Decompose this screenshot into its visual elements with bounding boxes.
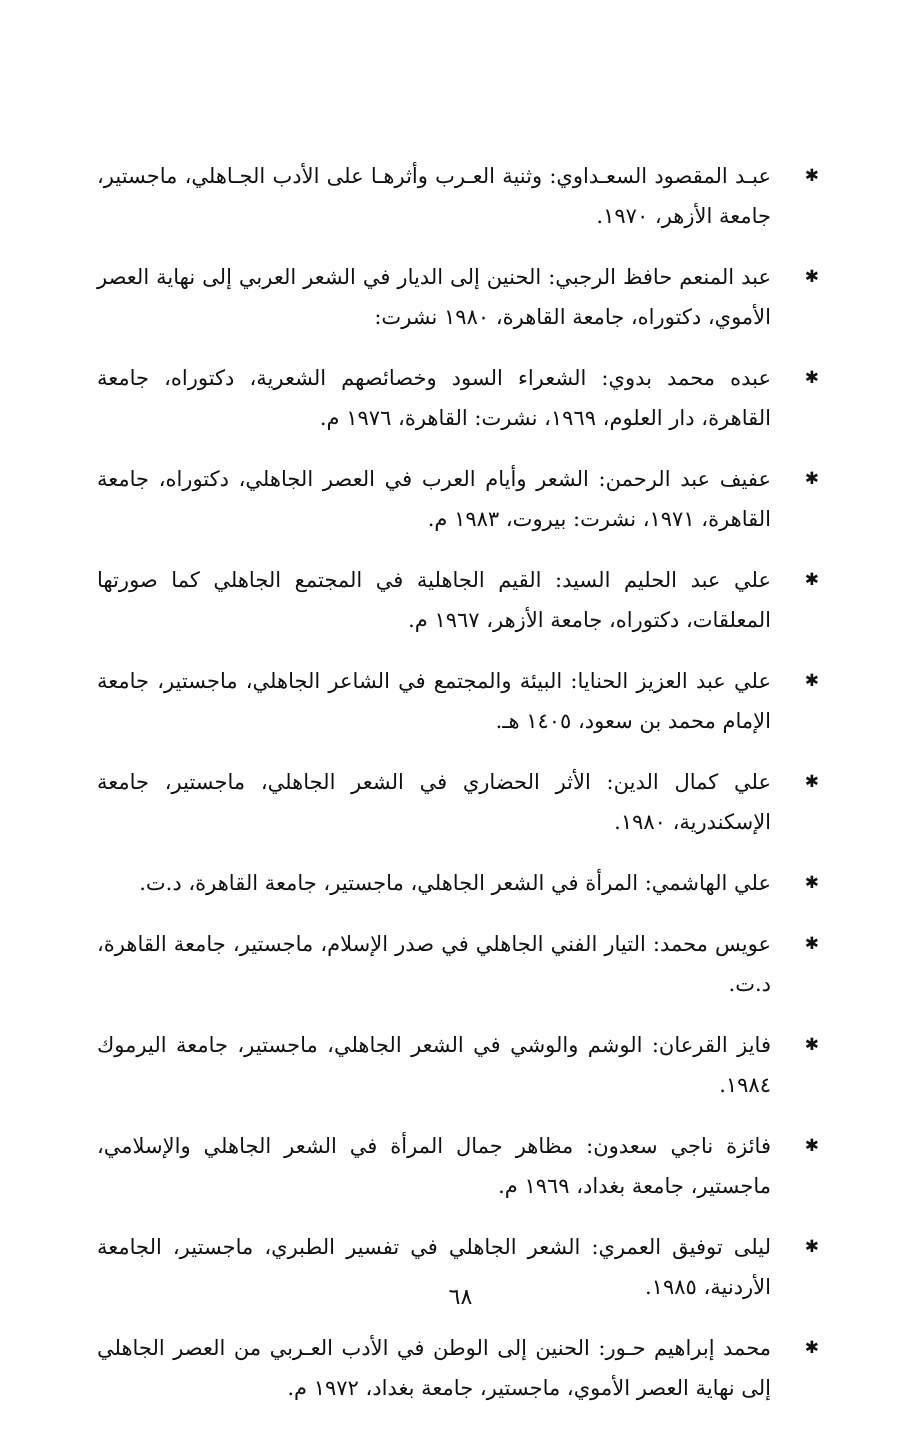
asterisk-icon: ✱ [804,469,819,489]
bibliography-entry [97,1328,825,1408]
asterisk-icon: ✱ [804,368,819,388]
asterisk-icon: ✱ [804,934,819,954]
asterisk-icon: ✱ [804,570,819,590]
asterisk-icon: ✱ [804,1338,819,1358]
entry-text: علي كمال الدين: الأثر الحضاري في الشعر الجاهلي، ماجستير، جامعة الإسكندرية، ١٩٨٠. [97,770,771,834]
asterisk-icon: ✱ [804,671,819,691]
bibliography-entry [97,863,825,903]
entry-text: عبد المنعم حافظ الرجبي: الحنين إلى الديار في الشعر العربي إلى نهاية العصر الأموي، دكتوراه، جامعة القاهرة، ١٩٨٠ نشرت: [97,265,771,329]
bibliography-entry [97,924,825,1004]
bibliography-entry [97,762,825,842]
asterisk-icon: ✱ [804,166,819,186]
bibliography-entry [97,459,825,539]
asterisk-icon: ✱ [804,772,819,792]
bibliography-entry [97,1025,825,1105]
entry-text: ليلى توفيق العمري: الشعر الجاهلي في تفسير الطبري، ماجستير، الجامعة الأردنية، ١٩٨٥. [97,1235,771,1299]
bibliography-list [97,156,825,1429]
entry-text: علي عبد الحليم السيد: القيم الجاهلية في المجتمع الجاهلي كما صورتها المعلقات، دكتوراه، جامعة الأزهر، ١٩٦٧ م. [97,568,771,632]
bibliography-entry [97,156,825,236]
entry-text: عويس محمد: التيار الفني الجاهلي في صدر الإسلام، ماجستير، جامعة القاهرة، د.ت. [97,932,771,996]
bibliography-entry [97,358,825,438]
bibliography-entry [97,560,825,640]
page-number: ٦٨ [448,1285,473,1310]
entry-text: فايز القرعان: الوشم والوشي في الشعر الجاهلي، ماجستير، جامعة اليرموك ١٩٨٤. [97,1033,771,1097]
entry-text: علي الهاشمي: المرأة في الشعر الجاهلي، ماجستير، جامعة القاهرة، د.ت. [139,871,771,895]
entry-text: محمد إبراهيم حـور: الحنين إلى الوطن في الأدب العـربي من العصر الجاهلي إلى نهاية العصر الأموي، ماجستير، جامعة بغداد، ١٩٧٢ م. [97,1336,771,1400]
bibliography-entry [97,1126,825,1206]
asterisk-icon: ✱ [804,873,819,893]
entry-text: عفيف عبد الرحمن: الشعر وأيام العرب في العصر الجاهلي، دكتوراه، جامعة القاهرة، ١٩٧١، نشرت: بيروت، ١٩٨٣ م. [97,467,771,531]
entry-text: عبده محمد بدوي: الشعراء السود وخصائصهم الشعرية، دكتوراه، جامعة القاهرة، دار العلوم، ١٩٦٩، نشرت: القاهرة، ١٩٧٦ م. [97,366,771,430]
asterisk-icon: ✱ [804,1035,819,1055]
bibliography-entry [97,661,825,741]
entry-text: فائزة ناجي سعدون: مظاهر جمال المرأة في الشعر الجاهلي والإسلامي، ماجستير، جامعة بغداد، ١٩٦٩ م. [97,1134,771,1198]
asterisk-icon: ✱ [804,1136,819,1156]
bibliography-entry [97,257,825,337]
asterisk-icon: ✱ [804,267,819,287]
entry-text: علي عبد العزيز الحنايا: البيئة والمجتمع في الشاعر الجاهلي، ماجستير، جامعة الإمام محمد بن سعود، ١٤٠٥ هـ. [97,669,771,733]
entry-text: عبـد المقصود السعـداوي: وثنية العـرب وأثرهـا على الأدب الجـاهلي، ماجستير، جامعة الأزهر، ١٩٧٠. [97,164,771,228]
asterisk-icon: ✱ [804,1237,819,1257]
